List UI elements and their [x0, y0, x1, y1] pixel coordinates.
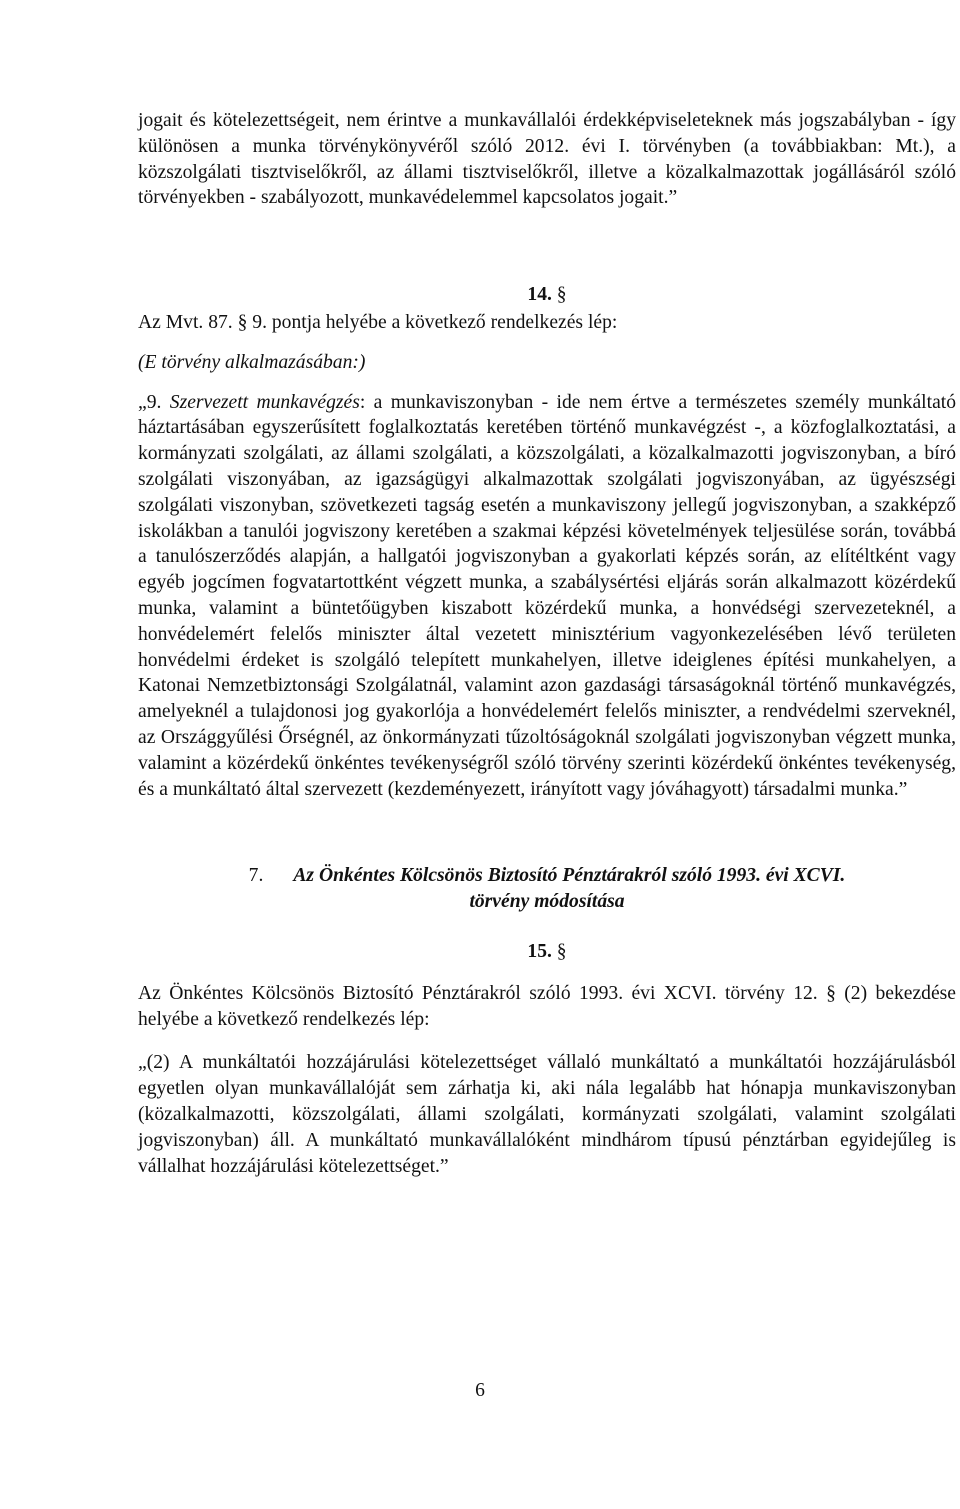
section-14-definition: : a munkaviszonyban - ide nem értve a természetes személy munkáltató háztartásában egyszerűsített foglalkoztatás keretében történő munkavégzést -, a közfoglalkoztatási, a kormányzati szolgálati, az állami szolgálati, a közszolgálati, a közalkalmazotti jogviszonyban, a bíró szolgálati viszonyában, az igazságügyi alkalmazottak szolgálati jogviszonyában, az ügyészségi szolgálati viszonyban, szövetkezeti tagság esetén a munkaviszony jellegű jogviszonyban, a szakképző iskolákban a tanulói jogviszony keretében a szakmai képzési követelmények teljesülése során, továbbá a tanulószerződés alapján, a hallgatói jogviszonyban a gyakorlati képzés során, az elítéltként vagy egyéb jogcímen fogvatartottként végzett munka, a szabálysértési eljárás során alkalmazott közérdekű munka, valamint a büntetőügyben kiszabott közérdekű munka, a honvédségi szervezeteknél, a honvédelemért felelős miniszter által vezetett minisztérium vagyonkezelésében lévő területen honvédelmi érdeket is szolgáló telepített munkahelyen, illetve ideiglenes építési munkahelyen, a Katonai Nemzetbiztonsági Szolgálatnál, valamint azon gazdasági társaságoknál történő munkavégzés, amelyeknél a tulajdonosi jog gyakorlója a honvédelemért felelős miniszter, a rendvédelmi szerveknél, az Országgyűlési Őrségnél, az önkormányzati tűzoltóságoknál szolgálati jogviszonyban végzett munka, valamint a közérdekű önkéntes tevékenységről szóló törvény szerinti közérdekű önkéntes tevékenység, és a munkáltató által szervezett (kezdeményezett, irányított vagy jóváhagyott) társadalmi munka.”: [138, 391, 957, 800]
section-sign-icon: §: [556, 940, 567, 962]
section-14-term: Szervezett munkavégzés: [169, 391, 360, 413]
section-14-lead: „9.: [138, 391, 170, 413]
page-number: 6: [475, 1380, 485, 1401]
paragraph-continuation: jogait és kötelezettségeit, nem érintve a munkavállalói érdekképviseleteknek más jogszabályban - így különösen a munka törvénykönyvéről szóló 2012. évi I. törvényben (a továbbiakban: Mt.), a közszolgálati tisztviselőkről, az állami tisztviselőkről, illetve a közalkalmazottak jogállásáról szóló törvényekben - szabályozott, munkavédelemmel kapcsolatos jogait.”: [138, 110, 956, 209]
section-14-intro: Az Mvt. 87. § 9. pontja helyébe a következő rendelkezés lép:: [138, 311, 618, 333]
section-15-heading: [138, 939, 956, 965]
section-15-intro: Az Önkéntes Kölcsönös Biztosító Pénztárakról szóló 1993. évi XCVI. törvény 12. § (2) bekezdése helyébe a következő rendelkezés lép:: [138, 982, 956, 1030]
section-14-body: [138, 390, 956, 803]
section-14-heading: [138, 282, 956, 308]
section-14-context: (E törvény alkalmazásában:): [138, 351, 366, 373]
chapter-title-line-1: Az Önkéntes Kölcsönös Biztosító Pénztárakról szóló 1993. évi XCVI.: [293, 865, 846, 887]
chapter-heading: [138, 863, 956, 915]
chapter-number: 7.: [248, 865, 264, 887]
chapter-title-line-2: törvény módosítása: [469, 891, 625, 913]
section-sign-icon: §: [556, 284, 567, 306]
document-page: [138, 108, 956, 1179]
section-15-body: „(2) A munkáltatói hozzájárulási kötelezettséget vállaló munkáltató a munkáltatói hozzájárulásból egyetlen olyan munkavállalóját sem zárhatja ki, aki nála legalább hat hónapja munkaviszonyban (közalkalmazotti, közszolgálati, állami szolgálati, kormányzati szolgálati, valamint szolgálati jogviszonyban) áll. A munkáltató munkavállalóként mindhárom típusú pénztárban egyidejűleg is vállalhat hozzájárulási kötelezettséget.”: [138, 1052, 956, 1177]
section-14-number: 14.: [527, 284, 552, 306]
section-15-number: 15.: [527, 940, 552, 962]
